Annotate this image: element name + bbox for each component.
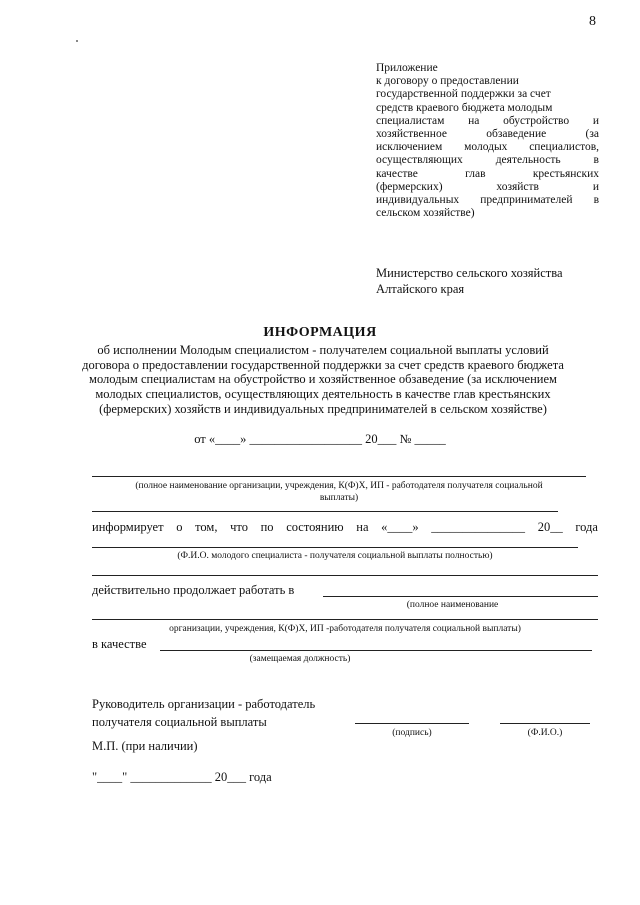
- fio-blank[interactable]: [92, 547, 578, 548]
- subtitle-line: молодых специалистов, осуществляющих деятельность в качестве глав крестьянских: [95, 387, 551, 402]
- caption-line: (полное наименование организации, учреждения, К(Ф)Х, ИП - работодателя получателя социальной: [135, 481, 543, 491]
- appendix-header: [376, 62, 599, 220]
- stamp-place: М.П. (при наличии): [92, 739, 198, 753]
- signature-blank[interactable]: [355, 723, 469, 724]
- full-name-caption: (полное наименование: [406, 600, 499, 610]
- appendix-line: средств краевого бюджета молодым: [376, 101, 553, 114]
- fio-blank-2[interactable]: [92, 575, 598, 576]
- informs-year-blank[interactable]: 20__: [537, 520, 563, 534]
- informs-word: на: [356, 520, 369, 534]
- signer-fio-blank[interactable]: [500, 723, 590, 724]
- signature-line: получателя социальной выплаты: [92, 715, 267, 729]
- appendix-line: осуществляющих деятельность в: [376, 154, 599, 167]
- appendix-line: качестве глав крестьянских: [376, 167, 599, 180]
- appendix-line: индивидуальных предпринимателей в: [376, 194, 599, 207]
- appendix-line: специалистам на обустройство и: [376, 114, 599, 127]
- footer-date[interactable]: "____" _____________ 20___ года: [92, 770, 272, 784]
- works-label: действительно продолжает работать в: [92, 583, 295, 597]
- workplace-blank[interactable]: [323, 596, 598, 597]
- position-blank[interactable]: [160, 650, 592, 651]
- org-name-blank-2[interactable]: [92, 511, 558, 512]
- document-date-number-line: от «____» __________________ 20___ № _____: [194, 432, 446, 446]
- appendix-line: Приложение: [376, 62, 438, 74]
- subtitle-line: (фермерских) хозяйств и индивидуальных предпринимателей в сельском хозяйстве): [99, 401, 547, 416]
- subtitle-line: молодым специалистам на обустройство и хозяйственное обзаведение (за исключением: [89, 372, 557, 387]
- org-name-blank[interactable]: [92, 476, 586, 477]
- signature-line: Руководитель организации - работодатель: [92, 697, 316, 711]
- subtitle-line: договора о предоставлении государственной поддержки за счет средств краевого бюджета: [82, 357, 564, 372]
- position-label: в качестве: [92, 637, 147, 651]
- informs-word: том,: [195, 520, 218, 534]
- page-number: 8: [589, 14, 596, 29]
- ministry-line: Министерство сельского хозяйства: [376, 266, 563, 280]
- appendix-line: государственной поддержки за счет: [376, 88, 551, 101]
- informs-word: о: [176, 520, 183, 534]
- informs-word: что: [230, 520, 248, 534]
- recipient-ministry: [376, 265, 563, 297]
- appendix-line: хозяйственное обзаведение (за: [376, 128, 599, 141]
- position-caption: (замещаемая должность): [249, 654, 351, 664]
- signer-fio-caption: (Ф.И.О.): [527, 728, 563, 738]
- appendix-line: исключением молодых специалистов,: [376, 141, 599, 154]
- org-name-caption: [92, 480, 586, 504]
- informs-month-blank[interactable]: _______________: [431, 520, 526, 534]
- informs-word: информирует: [92, 520, 164, 534]
- appendix-line: сельском хозяйстве): [376, 207, 475, 220]
- org-caption-2: организации, учреждения, К(Ф)Х, ИП -работодателя получателя социальной выплаты): [169, 624, 521, 634]
- signature-block: [92, 695, 315, 731]
- informs-line: [92, 520, 598, 535]
- document-subtitle: [80, 343, 566, 417]
- caption-line: выплаты): [319, 493, 359, 503]
- workplace-blank-2[interactable]: [92, 619, 598, 620]
- document-title: ИНФОРМАЦИЯ: [263, 325, 377, 340]
- informs-day-blank[interactable]: «____»: [381, 520, 419, 534]
- informs-word: состоянию: [286, 520, 344, 534]
- appendix-line: (фермерских) хозяйств и: [376, 180, 599, 193]
- signature-caption: (подпись): [392, 728, 432, 738]
- ministry-line: Алтайского края: [376, 282, 465, 296]
- informs-word: года: [575, 520, 598, 534]
- fio-caption: (Ф.И.О. молодого специалиста - получателя социальной выплаты полностью): [177, 551, 493, 561]
- informs-word: по: [260, 520, 274, 534]
- scan-speck: [76, 40, 78, 42]
- subtitle-line: об исполнении Молодым специалистом - получателем социальной выплаты условий: [97, 343, 549, 357]
- appendix-line: к договору о предоставлении: [376, 75, 519, 88]
